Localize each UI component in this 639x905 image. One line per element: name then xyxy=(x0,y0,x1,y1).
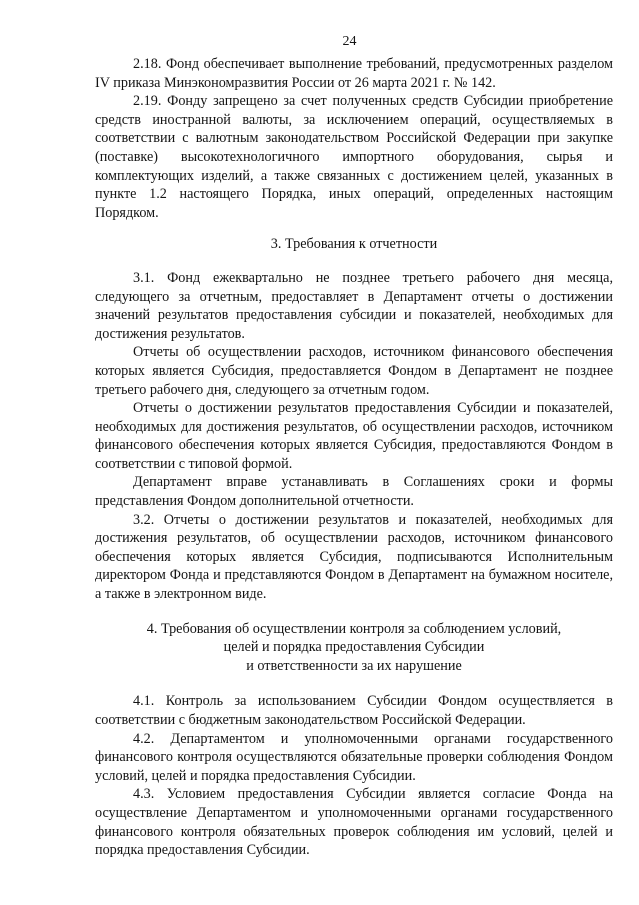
paragraph-2-18: 2.18. Фонд обеспечивает выполнение требований, предусмотренных разделом IV приказа Минэкономразвития России от 26 марта 2021 г. № 142. xyxy=(95,56,613,91)
paragraph-4-1: 4.1. Контроль за использованием Субсидии Фондом осуществляется в соответствии с бюджетным законодательством Российской Федерации. xyxy=(95,693,613,728)
paragraph-report-form: Отчеты о достижении результатов предоставления Субсидии и показателей, необходимых для достижения результатов, об осуществлении расходов, источником финансового обеспечения которых является Субсидия, предоставляются Фондом в соответствии с типовой формой. xyxy=(95,400,613,472)
section-4-heading-line: и ответственности за их нарушение xyxy=(246,657,462,674)
paragraph-4-2: 4.2. Департаментом и уполномоченными органами государственного финансового контроля осуществляются обязательные проверки соблюдения Фондом условий, целей и порядка предоставления Субсидии. xyxy=(95,730,613,784)
page-number: 24 xyxy=(342,34,357,49)
paragraph-4-3: 4.3. Условием предоставления Субсидии является согласие Фонда на осуществление Департаментом и уполномоченными органами государственного финансового контроля обязательных проверок соблюдения им условий, целей и порядка предоставления Субсидии. xyxy=(95,786,613,859)
document-body xyxy=(95,55,613,860)
paragraph-additional-reporting: Департамент вправе устанавливать в Соглашениях сроки и формы представления Фондом дополнительной отчетности. xyxy=(95,474,613,510)
section-3-heading: 3. Требования к отчетности xyxy=(270,236,438,253)
paragraph-expense-reports: Отчеты об осуществлении расходов, источником финансового обеспечения которых является Субсидия, предоставляется Фондом в Департамент не позднее третьего рабочего дня, следующего за отчетным годом. xyxy=(95,344,613,398)
paragraph-3-1: 3.1. Фонд ежеквартально не позднее третьего рабочего дня месяца, следующего за отчетным, предоставляет в Департамент отчеты о достижении значений результатов предоставления субсидии и показателей, необходимых для достижения результатов. xyxy=(95,269,613,342)
section-4-heading-line: 4. Требования об осуществлении контроля за соблюдением условий, xyxy=(146,620,562,637)
paragraph-3-2: 3.2. Отчеты о достижении результатов и показателей, необходимых для достижения результатов, об осуществлении расходов, источником финансового обеспечения которых является Субсидия, подписываются Исполнительным директором Фонда и представляются Фондом в Департамент на бумажном носителе, а также в электронном виде. xyxy=(95,511,613,603)
section-4-heading xyxy=(95,620,613,676)
section-4-heading-line: целей и порядка предоставления Субсидии xyxy=(223,639,485,656)
paragraph-2-19: 2.19. Фонду запрещено за счет полученных средств Субсидии приобретение средств иностранной валюты, за исключением операций, осуществляемых в соответствии с валютным законодательством Российской Федерации при закупке (поставке) высокотехнологичного импортного оборудования, сырья и комплектующих изделий, а также связанных с достижением целей, указанных в пункте 1.2 настоящего Порядка, иных операций, определенных настоящим Порядком. xyxy=(95,93,613,221)
